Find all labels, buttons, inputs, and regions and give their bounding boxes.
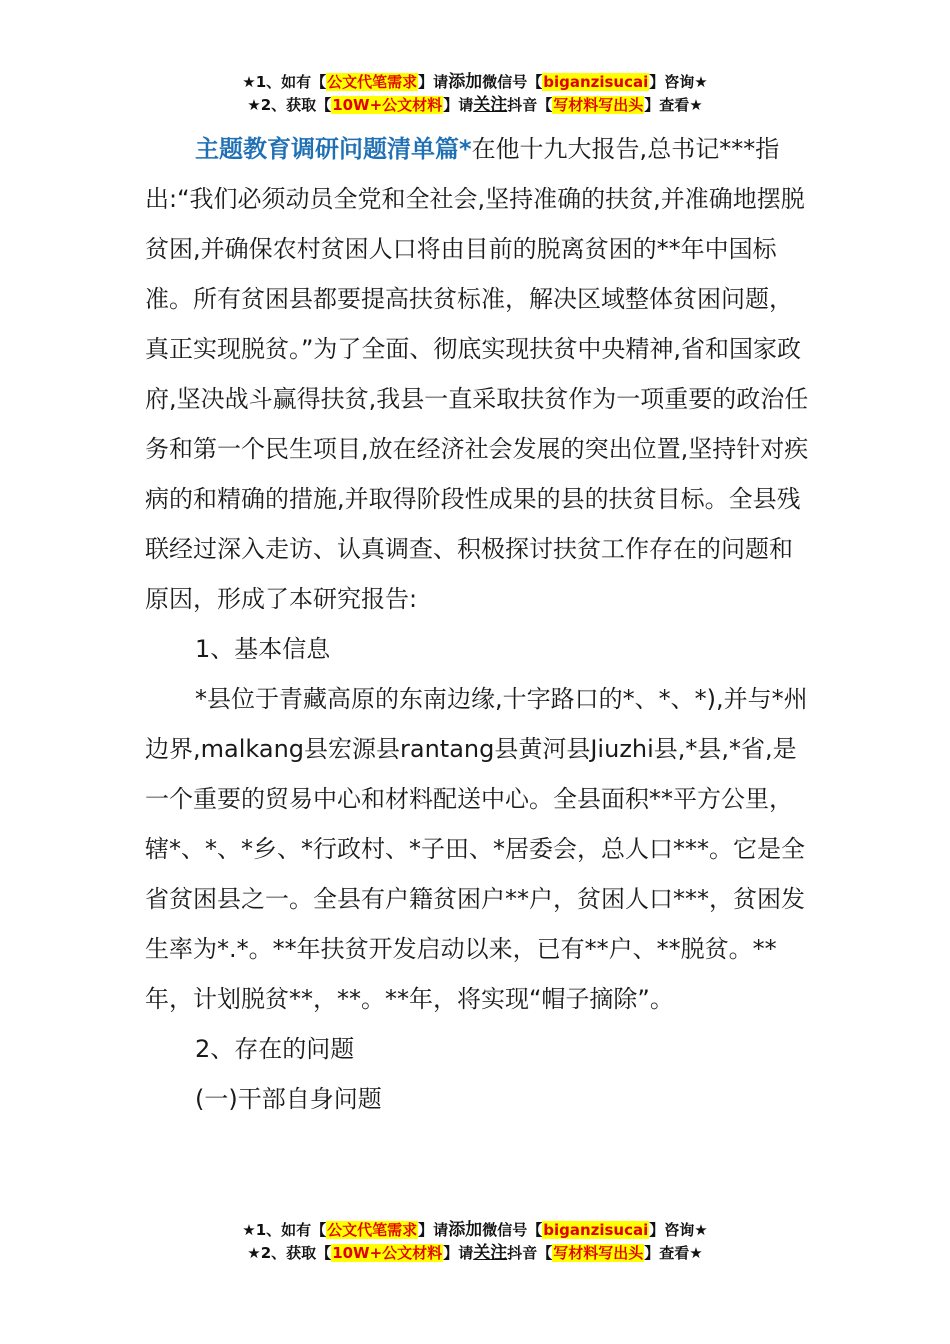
wechat-id-highlight: biganzisucai: [543, 1221, 649, 1239]
subsection-1-heading: (一)干部自身问题: [195, 1085, 382, 1113]
promo-line-2: ★2、获取【10W+公文材料】请关注抖音【写材料写出头】查看★: [247, 95, 703, 115]
bottom-promo-banner: [0, 1219, 950, 1265]
top-promo-banner: [0, 71, 950, 117]
promo-line-2: ★2、获取【10W+公文材料】请关注抖音【写材料写出头】查看★: [247, 1243, 703, 1263]
intro-paragraph: 主题教育调研问题清单篇*在他十九大报告,总书记***指出:“我们必须动员全党和全社会,坚持准确的扶贫,并准确地摆脱贫困,并确保农村贫困人口将由目前的脱离贫困的**年中国标准。所有贫困县都要提高扶贫标准，解决区域整体贫困问题，真正实现脱贫。”为了全面、彻底实现扶贫中央精神,省和国家政府,坚决战斗赢得扶贫,我县一直采取扶贫作为一项重要的政治任务和第一个民生项目,放在经济社会发展的突出位置,坚持针对疾病的和精确的措施,并取得阶段性成果的县的扶贫目标。全县残联经过深入走访、认真调查、积极探讨扶贫工作存在的问题和原因，形成了本研究报告:: [145, 135, 809, 613]
promo-highlight: 公文代笔需求: [327, 1221, 418, 1239]
promo-highlight: 10W+公文材料: [332, 1244, 443, 1262]
section-1-paragraph: *县位于青藏高原的东南边缘,十字路口的*、*、*),并与*州边界,malkang县宏源县rantang县黄河县Jiuzhi县,*县,*省,是一个重要的贸易中心和材料配送中心。全县面积**平方公里，辖*、*、*乡、*行政村、*子田、*居委会，总人口***。它是全省贫困县之一。全县有户籍贫困户**户，贫困人口***，贫困发生率为*.*。**年扶贫开发启动以来，已有**户、**脱贫。**年，计划脱贫**，**。**年，将实现“帽子摘除”。: [145, 685, 808, 1013]
section-1-heading: 1、基本信息: [195, 635, 331, 663]
douyin-id-highlight: 写材料写出头: [553, 1244, 644, 1262]
promo-highlight: 公文代笔需求: [327, 73, 418, 91]
document-body: [145, 124, 813, 1124]
promo-line-1: ★1、如有【公文代笔需求】请添加微信号【biganzisucai】咨询★: [242, 1220, 708, 1240]
document-title: 主题教育调研问题清单篇*: [195, 135, 472, 163]
promo-line-1: ★1、如有【公文代笔需求】请添加微信号【biganzisucai】咨询★: [242, 72, 708, 92]
wechat-id-highlight: biganzisucai: [543, 73, 649, 91]
section-2-heading: 2、存在的问题: [195, 1035, 355, 1063]
douyin-id-highlight: 写材料写出头: [553, 96, 644, 114]
promo-highlight: 10W+公文材料: [332, 96, 443, 114]
